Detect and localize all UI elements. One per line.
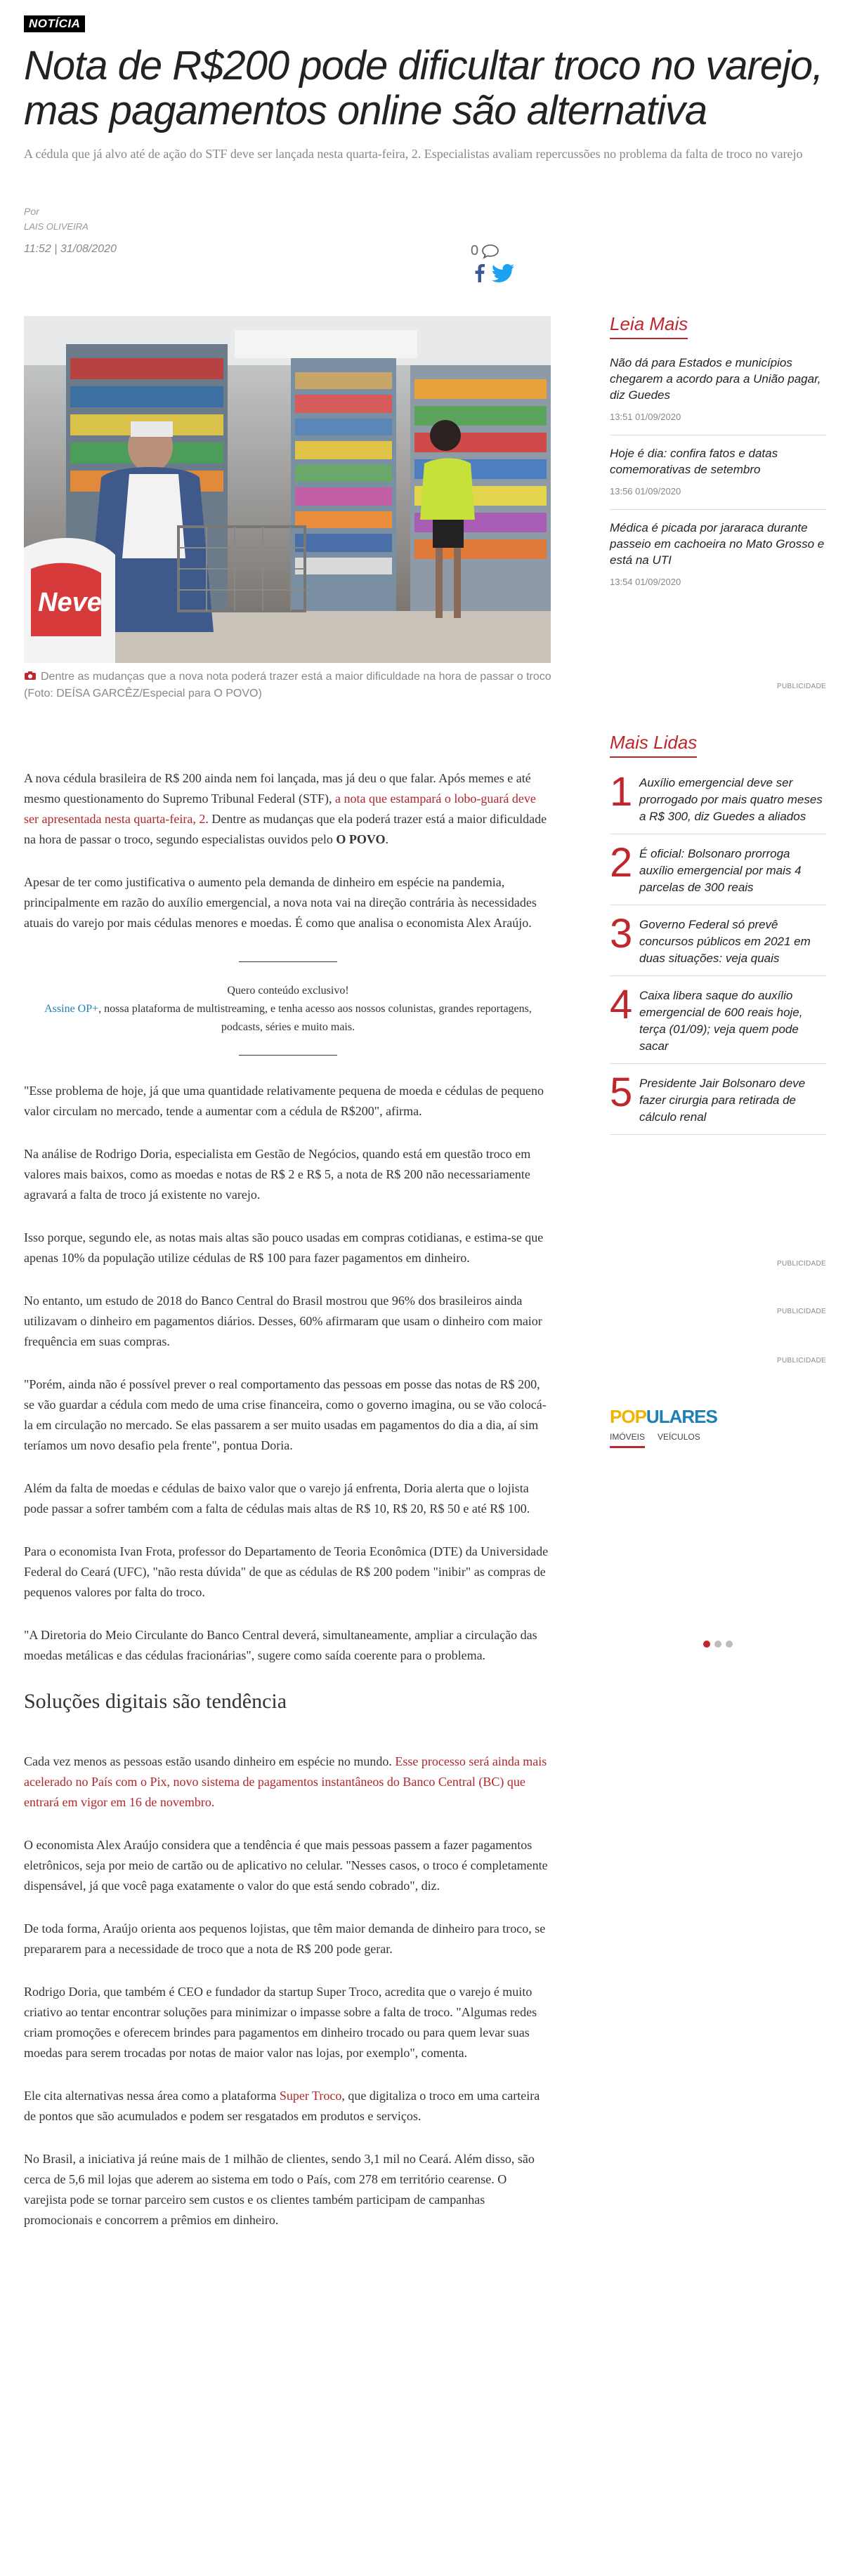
lobo-guara-link[interactable]: a nota que estampará o lobo-guará deve ser apresentada nesta quarta-feira, 2 bbox=[24, 791, 536, 826]
paragraph: Isso porque, segundo ele, as notas mais altas são pouco usadas em compras cotidianas, e estima-se que apenas 10% da população utilize cédulas de R$ 100 para fazer pagamentos em dinheiro. bbox=[24, 1230, 544, 1265]
paragraph bbox=[24, 1752, 552, 1813]
section-badge[interactable]: NOTÍCIA bbox=[24, 15, 85, 32]
paragraph: O economista Alex Araújo considera que a tendência é que mais pessoas passem a fazer pagamentos eletrônicos, seja por meio de cartão ou de aplicativo no celular. "Nesses casos, o troco é completamente dispensável, já que você paga exatamente o valor do que está sendo cobrado", diz. bbox=[24, 1838, 548, 1893]
populares-widget bbox=[610, 1406, 826, 1448]
rank-number: 2 bbox=[610, 840, 633, 886]
paragraph: "Porém, ainda não é possível prever o real comportamento das pessoas em posse das notas de R$ 200, se vão guardar a cédula com medo de uma crise financeira, como o governo imagina, ou se vão colocá-la em circulação no mercado. Se elas passarem a ser muito usadas em pagamentos do dia a dia, aí sim teríamos um novo desafio pela frente", pontua Doria. bbox=[24, 1377, 547, 1452]
logo-part: POP bbox=[610, 1406, 646, 1427]
promo-headline: Quero conteúdo exclusivo! bbox=[227, 985, 349, 997]
leia-item-date: 13:56 01/09/2020 bbox=[610, 486, 681, 497]
supermarket-photo bbox=[24, 316, 551, 663]
paragraph: De toda forma, Araújo orienta aos pequenos lojistas, que têm maior demanda de dinheiro para troco, se prepararem para a necessidade de troco que a nota de R$ 200 pode gerar. bbox=[24, 1921, 546, 1956]
paragraph: Na análise de Rodrigo Doria, especialista em Gestão de Negócios, quando está em questão troco em valores mais baixos, como as moedas e notas de R$ 2 e R$ 5, a nota de R$ 200 não necessariamente agravará a falta de troco já existente no varejo. bbox=[24, 1147, 531, 1202]
paragraph: Para o economista Ivan Frota, professor do Departamento de Teoria Econômica (DTE) da Universidade Federal do Ceará (UFC), "não resta dúvida" de que as cédulas de R$ 200 podem "inibir" as compras de pequenos valores por falta do troco. bbox=[24, 1544, 549, 1599]
mais-lidas-list bbox=[610, 763, 826, 1135]
leia-item-title[interactable]: Não dá para Estados e municípios chegarem a acordo para a União pagar, diz Guedes bbox=[610, 356, 821, 402]
section-heading: Soluções digitais são tendência bbox=[24, 1690, 287, 1713]
assine-op-link[interactable]: Assine OP+ bbox=[44, 1003, 99, 1015]
carousel-dot[interactable] bbox=[703, 1641, 710, 1648]
ad-label: PUBLICIDADE bbox=[777, 683, 826, 690]
caption-text: Dentre as mudanças que a nova nota poderá trazer está a maior dificuldade na hora de passar o troco (Foto: DEÍSA GARCÊZ/Especial para O POVO) bbox=[24, 671, 551, 699]
text-span: Cada vez menos as pessoas estão usando dinheiro em espécie no mundo. bbox=[24, 1754, 396, 1768]
article-photo[interactable] bbox=[24, 316, 551, 663]
ad-label: PUBLICIDADE bbox=[777, 1357, 826, 1365]
carousel-dot[interactable] bbox=[726, 1641, 733, 1648]
by-label: Por bbox=[24, 206, 39, 217]
text-span: , que digitaliza o troco em uma carteira de pontos que são acumulados e podem ser resgatados em produtos e serviços. bbox=[24, 2089, 540, 2123]
article-body bbox=[24, 768, 552, 2253]
rank-number: 1 bbox=[610, 769, 633, 815]
comment-counter[interactable] bbox=[471, 243, 499, 259]
paragraph bbox=[24, 768, 552, 850]
paragraph: Apesar de ter como justificativa o aumento pela demanda de dinheiro em espécie na pandemia, principalmente em razão do auxílio emergencial, a nova nota vai na direção contrária às necessidades atuais do varejo por mais cédulas menores e moedas. É como que analisa o economista Alex Araújo. bbox=[24, 875, 537, 930]
paragraph: "A Diretoria do Meio Circulante do Banco Central deverá, simultaneamente, ampliar a circulação das moedas metálicas e das cédulas fracionárias", sugere como saída coerente para o problema. bbox=[24, 1628, 537, 1662]
list-item[interactable] bbox=[610, 1064, 826, 1135]
leia-item-date: 13:54 01/09/2020 bbox=[610, 577, 681, 587]
list-item[interactable] bbox=[610, 905, 826, 976]
promo-body bbox=[24, 1000, 552, 1037]
tab-veiculos[interactable]: VEÍCULOS bbox=[658, 1432, 700, 1442]
paragraph bbox=[24, 2086, 552, 2127]
mais-lidas-heading: Mais Lidas bbox=[610, 732, 697, 758]
leia-item-title[interactable]: Hoje é dia: confira fatos e datas comemorativas de setembro bbox=[610, 447, 778, 476]
text-span: . bbox=[385, 832, 389, 846]
facebook-icon[interactable] bbox=[475, 264, 485, 282]
paragraph: No entanto, um estudo de 2018 do Banco Central do Brasil mostrou que 96% dos brasileiros ainda utilizavam o dinheiro em pagamentos diários. Desses, 60% afirmaram que usam o dinheiro com maior frequência em suas compras. bbox=[24, 1294, 542, 1348]
list-item[interactable] bbox=[610, 345, 826, 435]
author-name[interactable]: LAIS OLIVEIRA bbox=[24, 221, 89, 232]
text-span: A nova cédula brasileira de R$ 200 ainda nem foi lançada, mas já deu o que falar. Após memes e até mesmo questionamento do Supremo Tribunal Federal (STF), bbox=[24, 771, 531, 806]
paragraph: Rodrigo Doria, que também é CEO e fundador da startup Super Troco, acredita que o varejo é muito criativo ao tentar encontrar soluções para minimizar o impasse sobre a falta de troco. "Algumas redes criam promoções e oferecem brindes para pagamentos em dinheiro trocado ou para quem levar suas moedas para serem trocadas por notas de maior valor nas lojas, por exemplo", comenta. bbox=[24, 1985, 537, 2060]
text-span: Ele cita alternativas nessa área como a plataforma bbox=[24, 2089, 280, 2103]
article-subtitle: A cédula que já alvo até de ação do STF deve ser lançada nesta quarta-feira, 2. Especialistas avaliam repercussões no problema da falta de troco no varejo bbox=[24, 147, 803, 161]
rank-number: 4 bbox=[610, 982, 633, 1027]
share-buttons bbox=[475, 264, 514, 282]
leia-mais-heading: Leia Mais bbox=[610, 313, 688, 339]
populares-tabs bbox=[610, 1432, 826, 1448]
list-item[interactable] bbox=[610, 976, 826, 1064]
promo-box bbox=[24, 982, 552, 1037]
mais-lidas-title[interactable]: Auxílio emergencial deve ser prorrogado por mais quatro meses a R$ 300, diz Guedes a aliados bbox=[639, 776, 823, 823]
svg-text:Neve: Neve bbox=[38, 588, 102, 617]
list-item[interactable] bbox=[610, 510, 826, 600]
leia-mais-section bbox=[610, 313, 826, 600]
carousel-dots bbox=[610, 1641, 826, 1648]
paragraph: "Esse problema de hoje, já que uma quantidade relativamente pequena de moeda e cédulas de pequeno valor circulam no mercado, tende a aumentar com a cédula de R$200", afirma. bbox=[24, 1084, 544, 1118]
list-item[interactable] bbox=[610, 834, 826, 905]
divider bbox=[239, 1055, 337, 1056]
o-povo-bold: O POVO bbox=[336, 832, 386, 846]
text-span: . Dentre as mudanças que ela poderá trazer está a maior dificuldade na hora de passar o troco, segundo especialistas ouvidos pelo bbox=[24, 812, 547, 846]
photo-caption bbox=[24, 669, 558, 702]
comment-count: 0 bbox=[471, 243, 479, 258]
ad-label: PUBLICIDADE bbox=[777, 1308, 826, 1315]
pix-link[interactable]: Esse processo será ainda mais acelerado no País com o Pix, novo sistema de pagamentos instantâneos do Banco Central (BC) que entrará em vigor em 16 de novembro. bbox=[24, 1754, 547, 1809]
rank-number: 3 bbox=[610, 911, 633, 957]
mais-lidas-title[interactable]: Presidente Jair Bolsonaro deve fazer cirurgia para retirada de cálculo renal bbox=[639, 1077, 806, 1124]
comment-bubble-icon bbox=[481, 244, 499, 259]
leia-mais-list bbox=[610, 345, 826, 600]
leia-item-title[interactable]: Médica é picada por jararaca durante passeio em cachoeira no Mato Grosso e está na UTI bbox=[610, 521, 825, 567]
mais-lidas-title[interactable]: Governo Federal só prevê concursos públicos em 2021 em duas situações: veja quais bbox=[639, 918, 811, 965]
rank-number: 5 bbox=[610, 1070, 633, 1115]
carousel-dot[interactable] bbox=[714, 1641, 721, 1648]
mais-lidas-title[interactable]: É oficial: Bolsonaro prorroga auxílio emergencial por mais 4 parcelas de 300 reais bbox=[639, 847, 802, 894]
divider bbox=[239, 961, 337, 962]
mais-lidas-section bbox=[610, 732, 826, 1135]
tab-imoveis[interactable]: IMÓVEIS bbox=[610, 1432, 645, 1448]
twitter-icon[interactable] bbox=[492, 264, 514, 282]
ad-label: PUBLICIDADE bbox=[777, 1260, 826, 1268]
list-item[interactable] bbox=[610, 763, 826, 834]
paragraph: Além da falta de moedas e cédulas de baixo valor que o varejo já enfrenta, Doria alerta que o lojista pode passar a sofrer também com a falta de cédulas mais altas de R$ 10, R$ 20, R$ 50 e até R$ 100. bbox=[24, 1481, 530, 1516]
mais-lidas-title[interactable]: Caixa libera saque do auxílio emergencial de 600 reais hoje, terça (01/09); veja quem pode sacar bbox=[639, 989, 803, 1053]
article-title: Nota de R$200 pode dificultar troco no varejo, mas pagamentos online são alternativa bbox=[24, 43, 823, 133]
byline bbox=[24, 204, 117, 257]
super-troco-link[interactable]: Super Troco bbox=[279, 2089, 342, 2103]
leia-item-date: 13:51 01/09/2020 bbox=[610, 412, 681, 422]
populares-logo[interactable] bbox=[610, 1406, 826, 1428]
text-span: , nossa plataforma de multistreaming, e tenha acesso aos nossos colunistas, grandes reportagens, podcasts, séries e muito mais. bbox=[98, 1003, 532, 1033]
publish-time: 11:52 | 31/08/2020 bbox=[24, 243, 117, 255]
logo-part: ULARES bbox=[646, 1406, 717, 1427]
camera-icon bbox=[24, 671, 37, 681]
paragraph: No Brasil, a iniciativa já reúne mais de 1 milhão de clientes, sendo 3,1 mil no Ceará. Além disso, são cerca de 5,6 mil lojas que aderem ao sistema em todo o País, com 278 em território cearense. O varejista pode se tornar parceiro sem custos e os clientes também participam de campanhas promocionais e concorrem a prêmios em dinheiro. bbox=[24, 2152, 535, 2227]
list-item[interactable] bbox=[610, 435, 826, 510]
carousel-pagination bbox=[610, 1641, 826, 1648]
